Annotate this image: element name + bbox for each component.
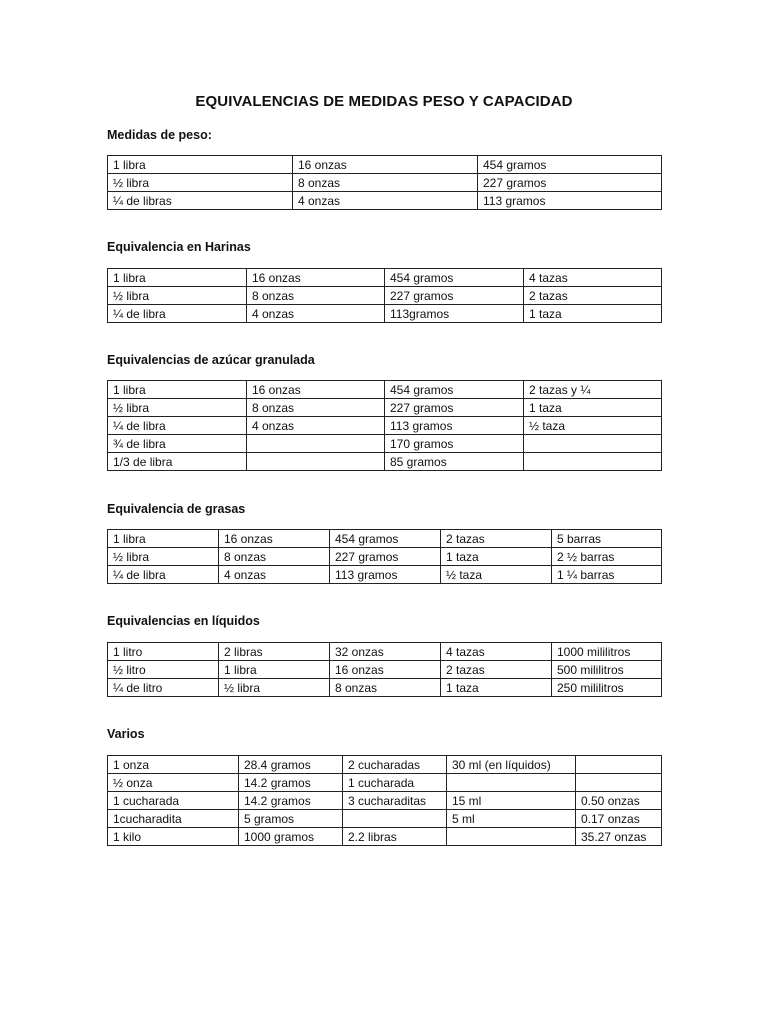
table-row [108,756,662,774]
section-title-varios: Varios [107,727,145,741]
table-cell: 16 onzas [247,381,385,399]
table-cell: 1000 mililitros [552,643,662,661]
table-cell: 1 taza [441,679,552,697]
table-cell: 1cucharadita [108,810,239,828]
table-cell: ½ taza [441,566,552,584]
table-row [108,192,662,210]
table-cell: ½ litro [108,661,219,679]
section-title-grasas: Equivalencia de grasas [107,502,246,516]
table-cell: 1 taza [441,548,552,566]
section-title-azucar: Equivalencias de azúcar granulada [107,353,315,367]
table-cell: 170 gramos [385,435,524,453]
table-cell: 1 libra [219,661,330,679]
table-row [108,453,662,471]
table-cell: 4 onzas [247,305,385,323]
table-cell: 30 ml (en líquidos) [447,756,576,774]
table-cell: 3 cucharaditas [343,792,447,810]
table-cell: 28.4 gramos [239,756,343,774]
table-cell: ½ libra [108,548,219,566]
table-row [108,530,662,548]
table-cell: 1 libra [108,381,247,399]
table-cell: 454 gramos [385,269,524,287]
table-cell: 113 gramos [478,192,662,210]
table-cell: 1 cucharada [108,792,239,810]
table-cell: 113 gramos [385,417,524,435]
table-cell: 227 gramos [478,174,662,192]
table-row [108,435,662,453]
table-cell: 1 taza [524,305,662,323]
table-cell: 16 onzas [247,269,385,287]
table-cell: 1 ¼ barras [552,566,662,584]
table-row [108,566,662,584]
table-cell: ¼ de libra [108,566,219,584]
table-cell: 113 gramos [330,566,441,584]
table-cell: ½ libra [219,679,330,697]
table-cell: 5 ml [447,810,576,828]
table-cell [247,453,385,471]
table-row [108,661,662,679]
table-cell: ½ taza [524,417,662,435]
table-row [108,774,662,792]
table-cell: 1/3 de libra [108,453,247,471]
table-cell: 1 cucharada [343,774,447,792]
page-title: EQUIVALENCIAS DE MEDIDAS PESO Y CAPACIDAD [195,93,573,110]
table-cell: ½ onza [108,774,239,792]
table-cell: 8 onzas [293,174,478,192]
table-cell [343,810,447,828]
table-cell: 2 ½ barras [552,548,662,566]
table-cell: 1 libra [108,156,293,174]
table-cell [576,756,662,774]
table-cell: 4 tazas [441,643,552,661]
table-cell: 16 onzas [293,156,478,174]
table-row [108,792,662,810]
table-row [108,156,662,174]
table-cell: 454 gramos [385,381,524,399]
table-cell: 454 gramos [478,156,662,174]
table-cell: 4 onzas [247,417,385,435]
table-cell: 2 tazas y ¼ [524,381,662,399]
table-cell: 1 taza [524,399,662,417]
table-cell: 2 tazas [524,287,662,305]
table-cell: ½ libra [108,174,293,192]
table-row [108,287,662,305]
section-title-harinas: Equivalencia en Harinas [107,240,251,254]
table-cell: 35.27 onzas [576,828,662,846]
table-cell: 250 mililitros [552,679,662,697]
table-cell: 5 gramos [239,810,343,828]
table-cell: 32 onzas [330,643,441,661]
table-row [108,399,662,417]
table-grasas [107,529,662,584]
table-cell: 14.2 gramos [239,774,343,792]
table-cell [447,774,576,792]
table-cell: 4 onzas [293,192,478,210]
table-row [108,828,662,846]
table-row [108,810,662,828]
table-cell: 8 onzas [330,679,441,697]
table-cell: ¼ de libra [108,305,247,323]
table-cell: 85 gramos [385,453,524,471]
table-cell: ¼ de libra [108,417,247,435]
table-cell: ¾ de libra [108,435,247,453]
table-cell: 14.2 gramos [239,792,343,810]
table-cell: 4 onzas [219,566,330,584]
table-cell: 16 onzas [330,661,441,679]
table-cell: 8 onzas [247,287,385,305]
section-title-peso: Medidas de peso: [107,128,212,142]
table-cell: 4 tazas [524,269,662,287]
table-cell [524,435,662,453]
table-varios [107,755,662,846]
table-cell: 2 tazas [441,661,552,679]
table-cell: 227 gramos [385,287,524,305]
table-cell: ¼ de litro [108,679,219,697]
table-cell [576,774,662,792]
table-row [108,381,662,399]
table-cell: 8 onzas [219,548,330,566]
table-azucar [107,380,662,471]
table-cell: 2 tazas [441,530,552,548]
table-row [108,417,662,435]
table-harinas [107,268,662,323]
table-liquidos [107,642,662,697]
table-row [108,643,662,661]
table-cell: 16 onzas [219,530,330,548]
table-cell: 1 libra [108,530,219,548]
table-cell [247,435,385,453]
table-cell: ½ libra [108,399,247,417]
table-cell: 227 gramos [330,548,441,566]
table-cell: 1000 gramos [239,828,343,846]
table-cell: 1 kilo [108,828,239,846]
table-cell: 113gramos [385,305,524,323]
table-cell: 15 ml [447,792,576,810]
table-cell: 2.2 libras [343,828,447,846]
table-cell: 2 libras [219,643,330,661]
section-title-liquidos: Equivalencias en líquidos [107,614,260,628]
table-row [108,679,662,697]
table-cell: 1 litro [108,643,219,661]
table-peso [107,155,662,210]
table-row [108,174,662,192]
table-row [108,269,662,287]
table-cell: 5 barras [552,530,662,548]
table-cell: 8 onzas [247,399,385,417]
table-cell: 0.17 onzas [576,810,662,828]
table-cell [524,453,662,471]
table-cell: 1 libra [108,269,247,287]
table-cell: ¼ de libras [108,192,293,210]
table-row [108,548,662,566]
table-cell: 454 gramos [330,530,441,548]
table-cell: 1 onza [108,756,239,774]
table-cell: 227 gramos [385,399,524,417]
table-cell: 500 mililitros [552,661,662,679]
table-cell: 0.50 onzas [576,792,662,810]
table-cell: 2 cucharadas [343,756,447,774]
table-cell [447,828,576,846]
table-cell: ½ libra [108,287,247,305]
table-row [108,305,662,323]
